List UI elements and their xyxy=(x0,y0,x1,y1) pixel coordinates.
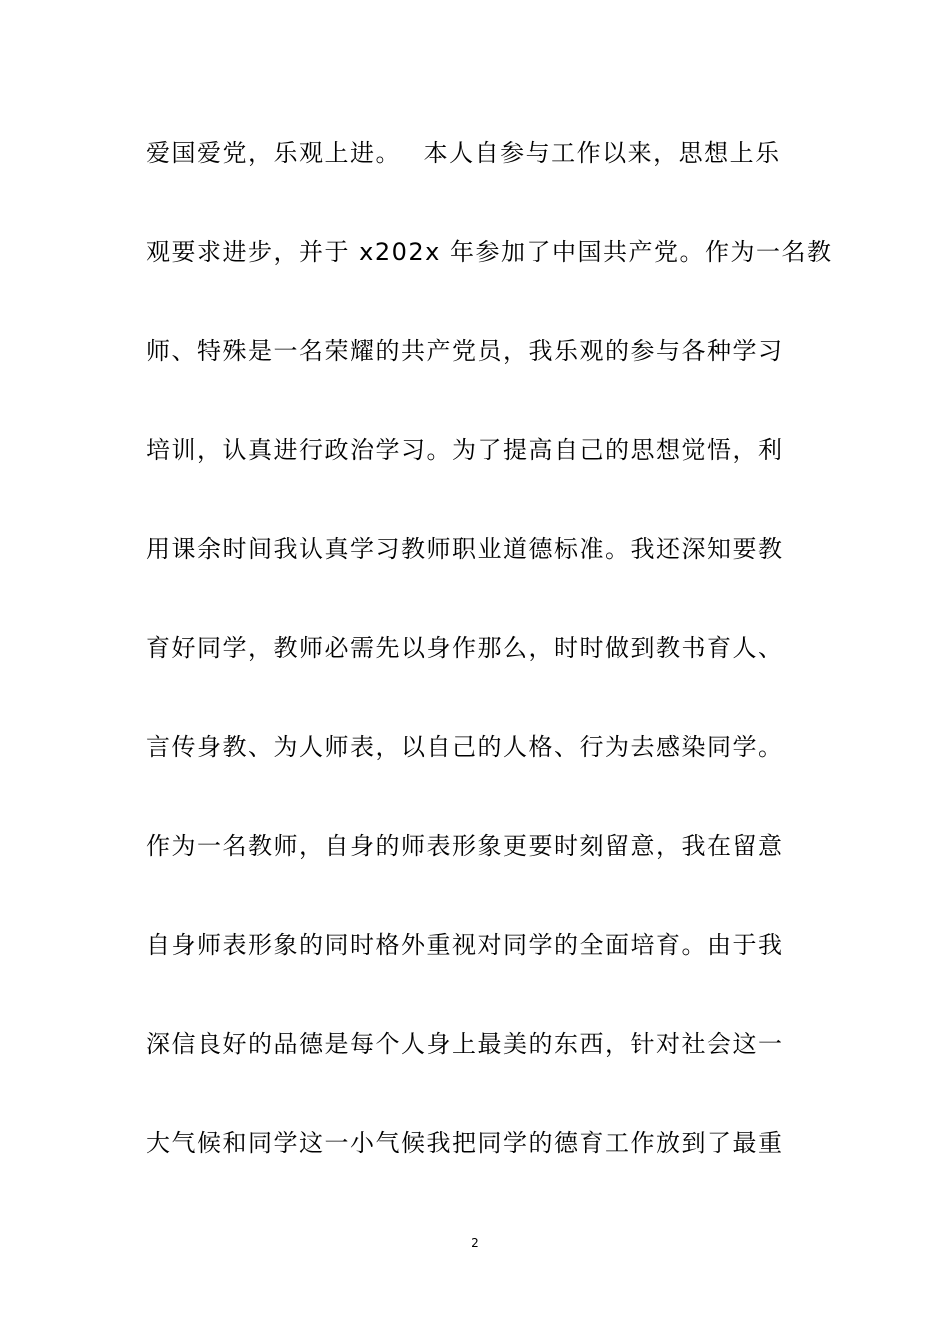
text-line: 大气候和同学这一小气候我把同学的德育工作放到了最重 xyxy=(146,1129,784,1157)
body-text xyxy=(146,126,833,1215)
text-line: 师、特殊是一名荣耀的共产党员，我乐观的参与各种学习 xyxy=(146,337,784,365)
page-number: 2 xyxy=(471,1236,479,1250)
text-line: 育好同学，教师必需先以身作那么，时时做到教书育人、 xyxy=(146,634,784,662)
text-line: 深信良好的品德是每个人身上最美的东西，针对社会这一 xyxy=(146,1030,784,1058)
text-line: 言传身教、为人师表，以自己的人格、行为去感染同学。 xyxy=(146,733,784,761)
text-line: 自身师表形象的同时格外重视对同学的全面培育。由于我 xyxy=(146,931,784,959)
text-line: 爱国爱党，乐观上进。 本人自参与工作以来，思想上乐 xyxy=(146,139,781,167)
text-line: 培训，认真进行政治学习。为了提高自己的思想觉悟，利 xyxy=(146,436,784,464)
text-line: 观要求进步，并于 x202x 年参加了中国共产党。作为一名教 xyxy=(146,238,833,266)
text-line: 用课余时间我认真学习教师职业道德标准。我还深知要教 xyxy=(146,535,784,563)
text-line: 作为一名教师，自身的师表形象更要时刻留意，我在留意 xyxy=(146,832,784,860)
